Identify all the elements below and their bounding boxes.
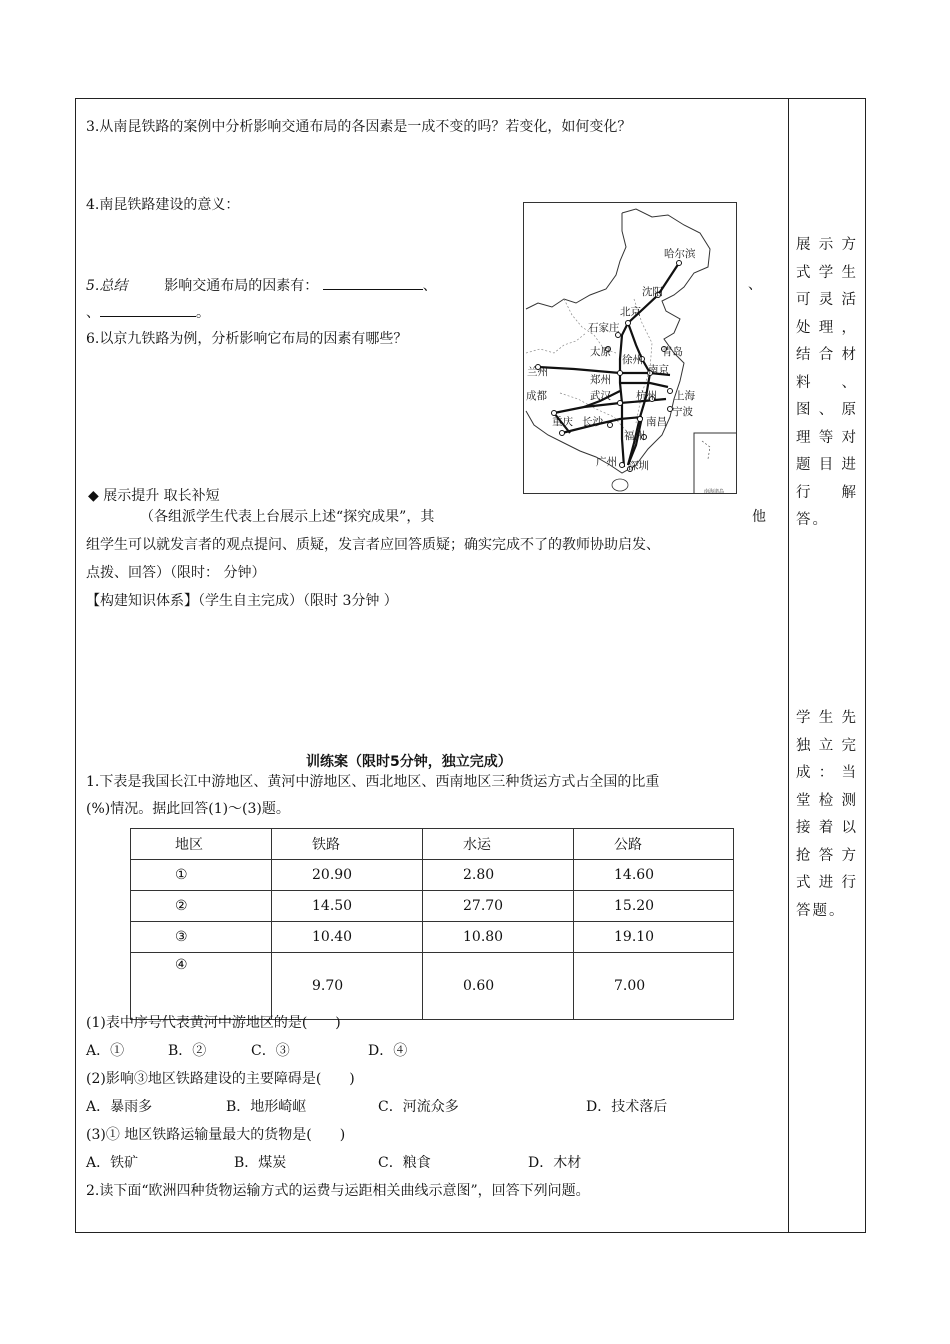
table-header-row: [131, 829, 734, 860]
option[interactable]: A．①: [86, 1043, 125, 1059]
question-6: 6.以京九铁路为例，分析影响它布局的因素有哪些？: [86, 331, 408, 347]
city-label: 石家庄: [588, 322, 620, 334]
option[interactable]: B．地形崎岖: [226, 1099, 307, 1115]
table-cell: 14.60: [574, 860, 734, 891]
training-q1-line2: (%)情况。据此回答(1)～(3)题。: [86, 801, 290, 817]
option[interactable]: A．铁矿: [86, 1155, 139, 1171]
option[interactable]: A．暴雨多: [86, 1099, 153, 1115]
question-3: 3.从南昆铁路的案例中分析影响交通布局的各因素是一成不变的吗？若变化，如何变化？: [86, 119, 632, 135]
railway-map-svg: [524, 203, 737, 494]
table-cell: 15.20: [574, 891, 734, 922]
sub-question-1: (1)表中序号代表黄河中游地区的是( ): [86, 1015, 341, 1031]
city-label: 深圳: [628, 460, 649, 472]
q5-blank-1[interactable]: [323, 275, 423, 290]
city-label: 宁波: [672, 406, 693, 418]
city-label: 郑州: [590, 374, 611, 386]
city-label: 杭州: [636, 390, 657, 402]
q5-text: 影响交通布局的因素有：: [164, 278, 319, 294]
table-cell: 10.80: [423, 922, 574, 953]
city-label: 哈尔滨: [664, 248, 696, 260]
table-cell: 20.90: [272, 860, 423, 891]
city-label: 重庆: [552, 416, 573, 428]
build-knowledge: 【构建知识体系】（学生自主完成）（限时 3分钟 ）: [86, 593, 398, 609]
city-label: 青岛: [662, 346, 683, 358]
q5-end: 。: [196, 305, 210, 321]
inset-label: 南海诸岛: [704, 489, 725, 495]
q5-label: 5.总结: [86, 278, 128, 294]
city-label: 长沙: [582, 416, 603, 428]
option[interactable]: C．河流众多: [378, 1099, 459, 1115]
table-cell: 2.80: [423, 860, 574, 891]
railway-map: [523, 202, 737, 494]
q5-sep-3: 、: [86, 305, 100, 321]
table-row: [131, 922, 734, 953]
city-label: 上海: [674, 390, 695, 402]
q5-sep-1: 、: [422, 278, 437, 294]
sub-question-2: (2)影响③地区铁路建设的主要障碍是( ): [86, 1071, 355, 1087]
city-label: 太原: [590, 346, 611, 358]
table-cell: 0.60: [423, 953, 574, 1020]
table-header: 铁路: [272, 829, 423, 860]
city-label: 北京: [620, 306, 641, 318]
table-cell: ①: [131, 860, 272, 891]
question-4: 4.南昆铁路建设的意义：: [86, 197, 240, 213]
showcase-line1-end: 他: [752, 509, 766, 525]
table-cell: 19.10: [574, 922, 734, 953]
city-label: 南京: [648, 364, 669, 376]
showcase-line2: 组学生可以就发言者的观点提问、质疑，发言者应回答质疑；确实完成不了的教师协助启发、: [86, 537, 660, 553]
showcase-line3: 点拨、回答）（限时： 分钟）: [86, 565, 266, 581]
q5-line2: [86, 302, 210, 323]
side-note-1: 展示方式学生可灵活处理，结合材料、图、原理等对题目进行解答。: [796, 237, 858, 528]
column-divider: [788, 98, 789, 1233]
q5-blank-2[interactable]: [100, 302, 196, 317]
table-cell: ④: [131, 953, 272, 1020]
table-header: 公路: [574, 829, 734, 860]
city-label: 徐州: [622, 354, 643, 366]
table-row: [131, 953, 734, 1020]
table-cell: 27.70: [423, 891, 574, 922]
table-row: [131, 891, 734, 922]
hainan-island: [612, 479, 628, 491]
side-note-2: 学生先独立完成：当堂检测接着以抢答方式进行答题。: [796, 710, 858, 919]
option[interactable]: C．粮食: [378, 1155, 431, 1171]
option[interactable]: D．技术落后: [586, 1099, 668, 1115]
table-header: 水运: [423, 829, 574, 860]
city-label: 成都: [526, 390, 547, 402]
training-title: 训练案（限时5分钟，独立完成）: [306, 754, 512, 770]
city-label: 武汉: [590, 390, 611, 402]
training-q1-line1: 1.下表是我国长江中游地区、黄河中游地区、西北地区、西南地区三种货运方式占全国的比重: [86, 774, 660, 790]
city-label: 福州: [624, 430, 645, 442]
table-cell: ③: [131, 922, 272, 953]
city-label: 南昌: [646, 416, 667, 428]
city-label: 沈阳: [642, 286, 663, 298]
city-label: 兰州: [527, 366, 548, 378]
option[interactable]: B．②: [168, 1043, 207, 1059]
q5-sep-2: 、: [748, 277, 762, 293]
city-label: 广州: [596, 456, 617, 468]
table-cell: 10.40: [272, 922, 423, 953]
table-row: [131, 860, 734, 891]
option[interactable]: D．④: [368, 1043, 408, 1059]
province-line: [526, 333, 586, 353]
page-frame: [75, 98, 866, 1233]
training-q2: 2.读下面“欧洲四种货物运输方式的运费与运距相关曲线示意图”，回答下列问题。: [86, 1183, 590, 1199]
table-cell: 9.70: [272, 953, 423, 1020]
sub-question-3: (3)① 地区铁路运输量最大的货物是( ): [86, 1127, 346, 1143]
showcase-line1: （各组派学生代表上台展示上述“探究成果”，其: [140, 509, 435, 525]
option[interactable]: D．木材: [528, 1155, 582, 1171]
option[interactable]: B．煤炭: [234, 1155, 287, 1171]
freight-table: [130, 828, 734, 1020]
border-north: [526, 213, 626, 309]
table-cell: ②: [131, 891, 272, 922]
table-header: 地区: [131, 829, 272, 860]
option[interactable]: C．③: [251, 1043, 290, 1059]
question-5: [86, 275, 437, 296]
showcase-title: ◆ 展示提升 取长补短: [88, 488, 220, 504]
table-cell: 14.50: [272, 891, 423, 922]
table-cell: 7.00: [574, 953, 734, 1020]
inset-box: [694, 433, 737, 494]
